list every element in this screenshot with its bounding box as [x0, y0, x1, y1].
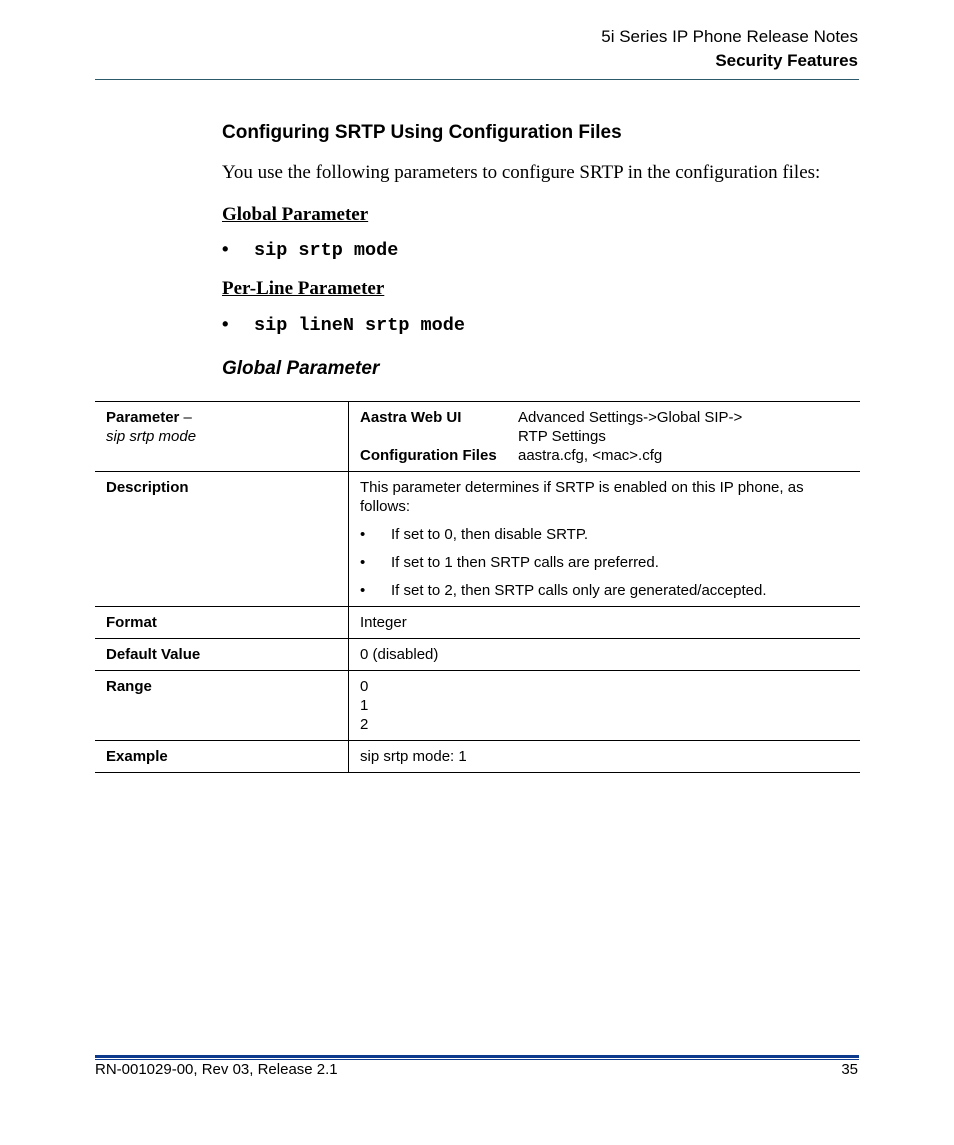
web-ui-label: Aastra Web UI: [360, 409, 462, 426]
web-ui-path-2: RTP Settings: [518, 428, 606, 445]
bullet-glyph: •: [360, 582, 366, 599]
parameter-table: [95, 401, 860, 773]
header-rule: [95, 79, 859, 80]
table-row: [95, 472, 860, 607]
footer-rule: [95, 1055, 859, 1058]
table-row: [95, 402, 860, 472]
table-row: [95, 741, 860, 773]
description-item: • If set to 2, then SRTP calls only are generated/accepted.: [360, 582, 767, 599]
range-value: 0: [360, 678, 369, 695]
default-value-label: Default Value: [95, 639, 349, 671]
global-parameter-subheading: Global Parameter: [222, 204, 369, 225]
range-values: [349, 671, 861, 741]
default-value: 0 (disabled): [349, 639, 861, 671]
table-row: [95, 671, 860, 741]
intro-paragraph: You use the following parameters to configure SRTP in the configuration files:: [222, 162, 821, 183]
format-value: Integer: [349, 607, 861, 639]
web-ui-value: [518, 408, 742, 446]
example-label: Example: [95, 741, 349, 773]
description-item: • If set to 0, then disable SRTP.: [360, 526, 589, 543]
per-line-parameter-subheading: Per-Line Parameter: [222, 278, 385, 299]
range-label: Range: [95, 671, 349, 741]
config-files-label: Configuration Files: [360, 447, 497, 464]
example-value: sip srtp mode: 1: [349, 741, 861, 773]
web-ui-path-1: Advanced Settings->Global SIP->: [518, 409, 743, 426]
location-cell: [349, 402, 861, 472]
description-label: Description: [95, 472, 349, 607]
table-row: [95, 607, 860, 639]
bullet-glyph: •: [222, 313, 229, 334]
global-parameter-bullet: [222, 238, 398, 261]
per-line-parameter-name: sip lineN srtp mode: [254, 315, 465, 336]
parameter-name: sip srtp mode: [106, 428, 197, 445]
page-number: 35: [841, 1061, 858, 1078]
table-heading: Global Parameter: [222, 358, 380, 379]
footer-rule-thin: [95, 1059, 859, 1060]
description-cell: [349, 472, 861, 607]
per-line-parameter-bullet: [222, 313, 465, 336]
header-doc-title: 5i Series IP Phone Release Notes: [601, 27, 858, 46]
parameter-dash: –: [179, 409, 192, 426]
footer-doc-id: RN-001029-00, Rev 03, Release 2.1: [95, 1061, 338, 1078]
parameter-label: Parameter: [106, 409, 180, 426]
bullet-glyph: •: [360, 526, 366, 543]
range-value: 1: [360, 697, 369, 714]
section-heading: Configuring SRTP Using Configuration Files: [222, 122, 622, 143]
global-parameter-name: sip srtp mode: [254, 240, 399, 261]
format-label: Format: [95, 607, 349, 639]
config-files-value: aastra.cfg, <mac>.cfg: [518, 447, 663, 464]
parameter-cell: [95, 402, 349, 472]
location-table: [360, 408, 742, 465]
bullet-glyph: •: [222, 238, 229, 259]
table-row: [95, 639, 860, 671]
description-text: This parameter determines if SRTP is enabled on this IP phone, as follows:: [360, 479, 804, 515]
bullet-glyph: •: [360, 554, 366, 571]
range-value: 2: [360, 716, 369, 733]
header-section-title: Security Features: [715, 51, 858, 70]
description-item: • If set to 1 then SRTP calls are preferred.: [360, 554, 659, 571]
